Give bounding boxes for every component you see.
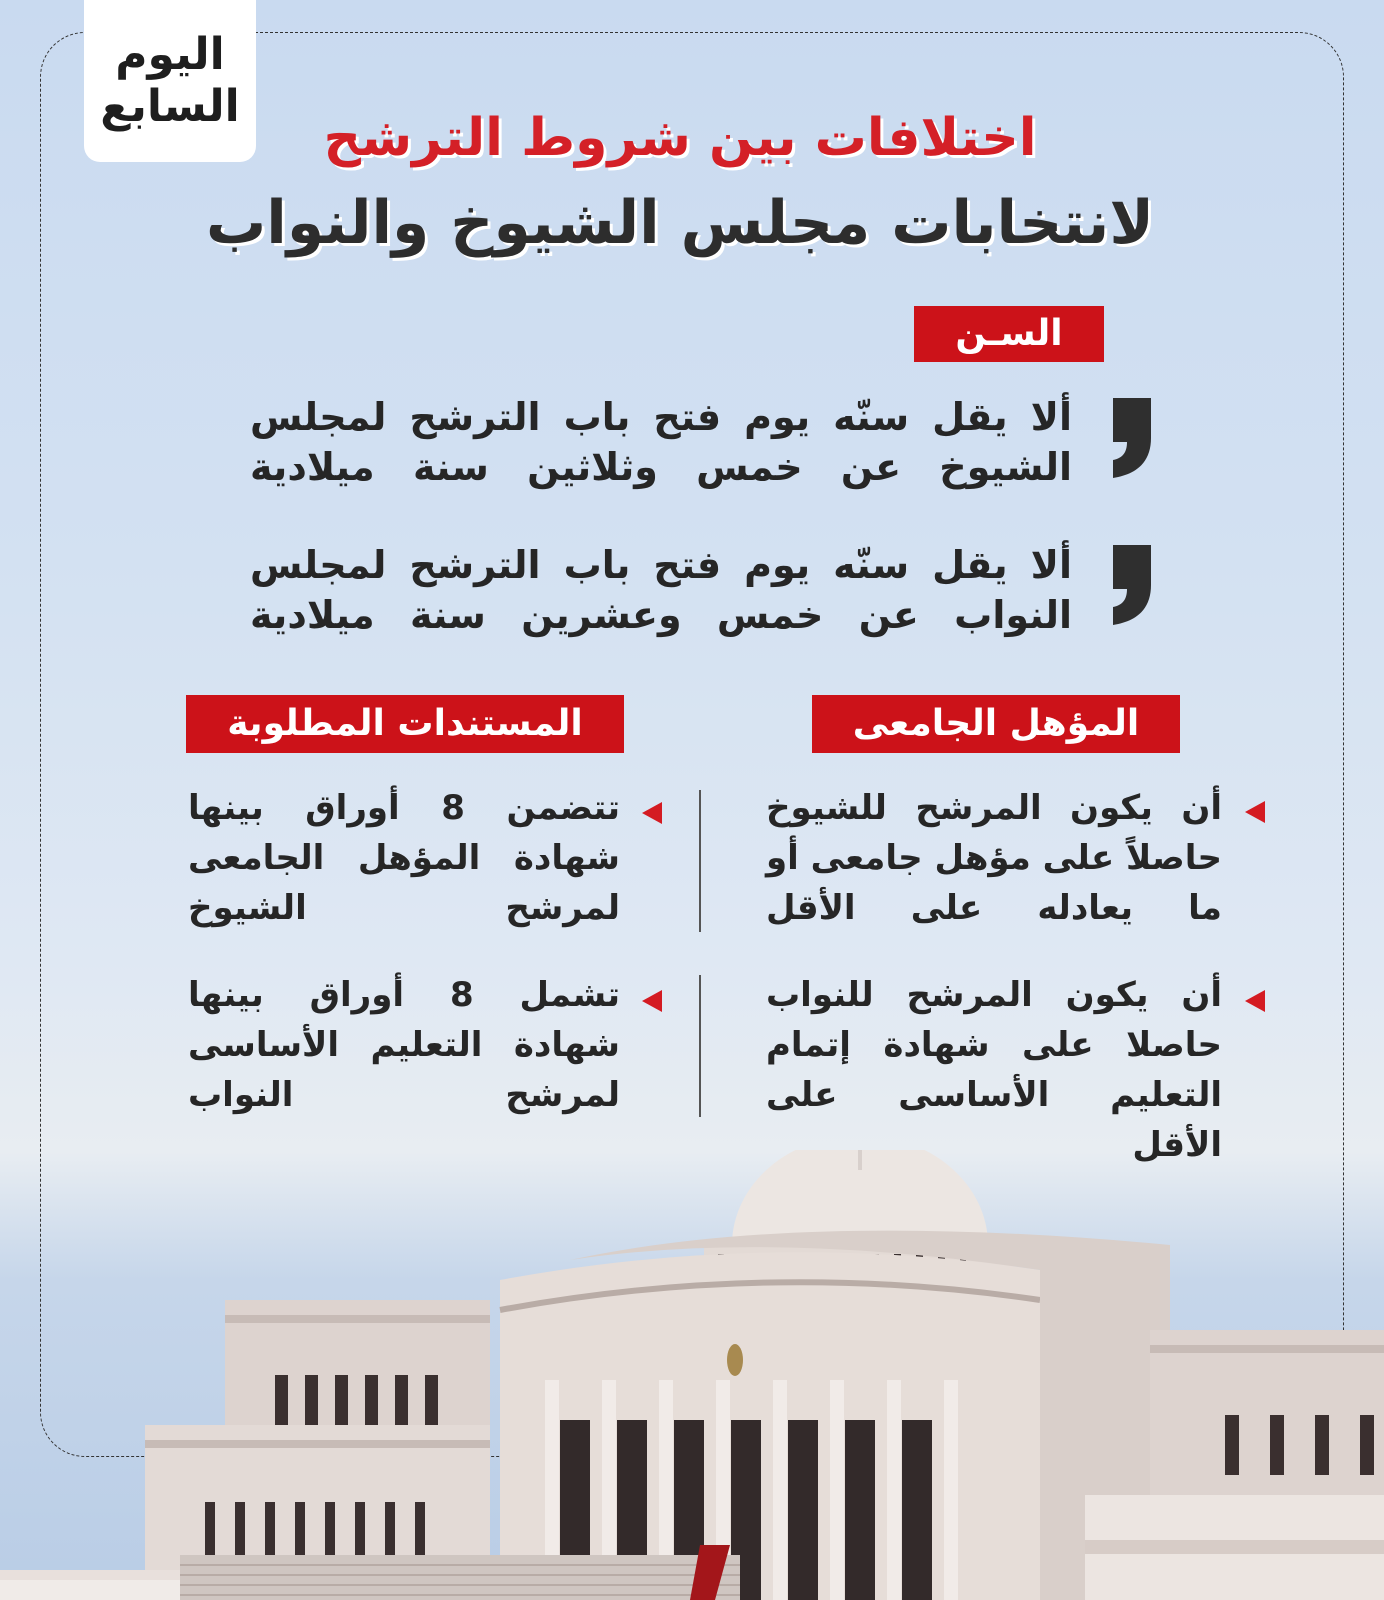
triangle-bullet-icon xyxy=(1245,801,1265,823)
qualification-item-house: أن يكون المرشح للنواب حاصلا على شهادة إتمام التعليم الأساسى على الأقل xyxy=(766,975,1222,1165)
age-item-house: ألا يقل سنّه يوم فتح باب الترشح لمجلس النواب عن خمس وعشرين سنة ميلادية xyxy=(250,543,1072,637)
column-divider xyxy=(699,790,701,932)
page-title-line2: لانتخابات مجلس الشيوخ والنواب xyxy=(205,188,1155,258)
section-label-age: السـن xyxy=(914,306,1104,362)
quote-mark-icon xyxy=(1113,398,1153,478)
qualification-item-senate: أن يكون المرشح للشيوخ حاصلاً على مؤهل جامعى أو ما يعادله على الأقل xyxy=(766,788,1222,928)
triangle-bullet-icon xyxy=(642,990,662,1012)
page-title-line1: اختلافات بين شروط الترشح xyxy=(323,108,1037,168)
section-label-qualification: المؤهل الجامعى xyxy=(812,695,1180,753)
triangle-bullet-icon xyxy=(642,802,662,824)
triangle-bullet-icon xyxy=(1245,990,1265,1012)
section-label-documents: المستندات المطلوبة xyxy=(186,695,624,753)
documents-item-house: تشمل 8 أوراق بينها شهادة التعليم الأساسى لمرشح النواب xyxy=(188,975,621,1115)
age-item-senate: ألا يقل سنّه يوم فتح باب الترشح لمجلس الشيوخ عن خمس وثلاثين سنة ميلادية xyxy=(250,395,1072,489)
column-divider xyxy=(699,975,701,1117)
parliament-building-image xyxy=(0,1150,1384,1600)
logo-line1: اليوم xyxy=(115,29,225,80)
logo-line2: السابع xyxy=(100,81,240,132)
documents-item-senate: تتضمن 8 أوراق بينها شهادة المؤهل الجامعى لمرشح الشيوخ xyxy=(188,788,621,928)
quote-mark-icon xyxy=(1113,545,1153,625)
